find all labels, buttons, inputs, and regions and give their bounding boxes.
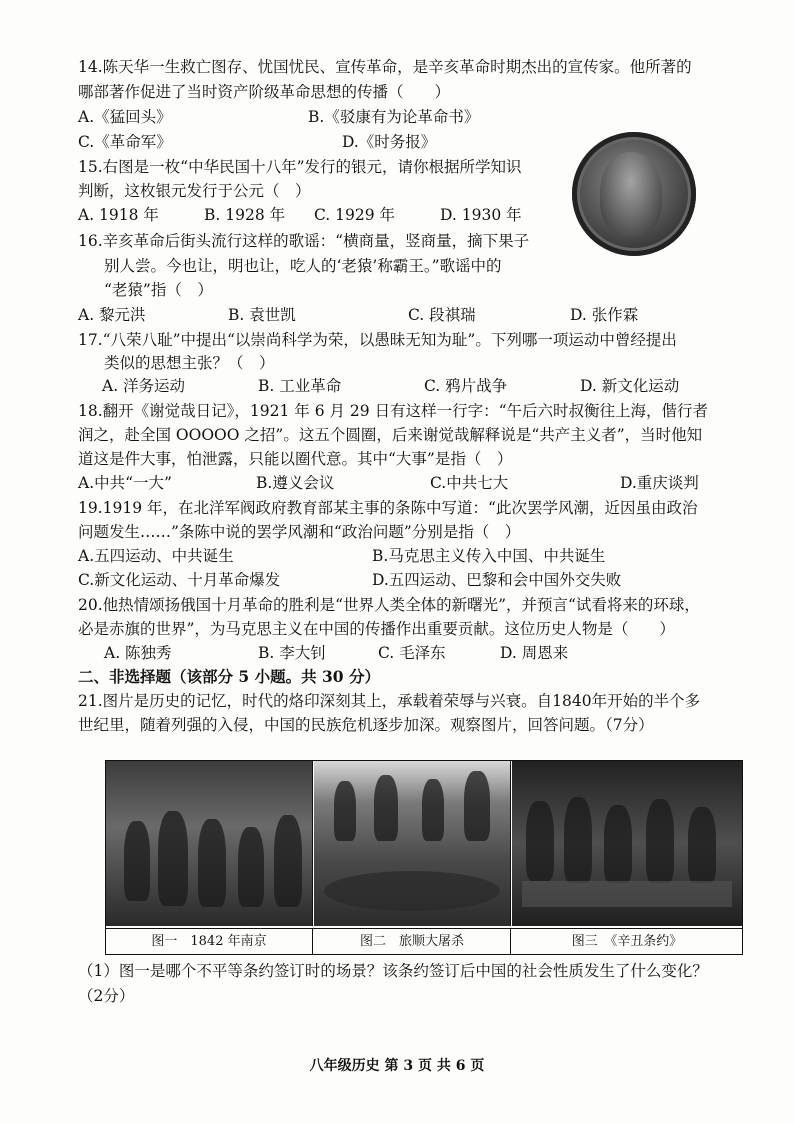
q20-option-d: D. 周恩来 bbox=[500, 644, 569, 662]
caption-figure-3: 图三 《辛丑条约》 bbox=[571, 934, 683, 949]
photo-nanjing-1842 bbox=[106, 761, 313, 926]
q21-sub1-line2: （2分） bbox=[78, 987, 135, 1005]
q17-stem-line2: 类似的思想主张？（ ） bbox=[104, 354, 275, 372]
q14-option-a: A.《猛回头》 bbox=[78, 108, 172, 126]
q14-option-b: B.《驳康有为论革命书》 bbox=[308, 108, 480, 126]
q14-option-c: C.《革命军》 bbox=[78, 133, 172, 151]
q20-option-c: C. 毛泽东 bbox=[378, 644, 446, 662]
q15-option-d: D. 1930 年 bbox=[440, 206, 522, 224]
caption-figure-2: 图二 旅顺大屠杀 bbox=[314, 929, 511, 955]
photo-lushun-massacre bbox=[314, 761, 511, 926]
q16-stem-line1: 16.辛亥革命后街头流行这样的歌谣：“横商量，竖商量，摘下果子 bbox=[78, 232, 530, 250]
q18-stem-line1: 18.翻开《谢觉哉日记》，1921 年 6 月 29 日有这样一行字：“午后六时叔衡往上海，偕行者 bbox=[78, 402, 708, 420]
q19-option-c: C.新文化运动、十月革命爆发 bbox=[78, 571, 281, 589]
q17-option-c: C. 鸦片战争 bbox=[424, 377, 508, 395]
q15-stem-line2: 判断，这枚银元发行于公元（ ） bbox=[78, 182, 311, 200]
figure-captions bbox=[106, 928, 742, 955]
q19-option-a: A.五四运动、中共诞生 bbox=[78, 547, 234, 565]
caption-figure-1: 图一 1842 年南京 bbox=[106, 929, 313, 955]
q19-option-d: D.五四运动、巴黎和会中国外交失败 bbox=[372, 571, 622, 589]
section-heading: 二、非选择题（该部分 5 小题。共 30 分） bbox=[78, 667, 380, 686]
q21-sub1-line1: （1）图一是哪个不平等条约签订时的场景？该条约签订后中国的社会性质发生了什么变化？ bbox=[78, 962, 708, 980]
q17-stem-line1: 17.“八荣八耻”中提出“以崇尚科学为荣，以愚昧无知为耻”。下列哪一项运动中曾经提出 bbox=[78, 331, 677, 349]
q19-stem-line2: 问题发生……”条陈中说的罢学风潮和“政治问题”分别是指（ ） bbox=[78, 523, 521, 541]
q17-option-d: D. 新文化运动 bbox=[580, 377, 680, 395]
q16-stem-line2: 别人尝。今也让，明也让，吃人的‘老猿’称霸王。”歌谣中的 bbox=[104, 257, 502, 275]
q17-option-a: A. 洋务运动 bbox=[102, 377, 186, 395]
figure-strip bbox=[105, 760, 743, 955]
q18-option-c: C.中共七大 bbox=[430, 474, 509, 492]
q20-option-a: A. 陈独秀 bbox=[104, 644, 172, 662]
q15-option-c: C. 1929 年 bbox=[314, 206, 396, 224]
q19-stem-line1: 19.1919 年，在北洋军阀政府教育部某主事的条陈中写道：“此次罢学风潮，近因虽由政治 bbox=[78, 499, 698, 517]
q19-option-b: B.马克思主义传入中国、中共诞生 bbox=[372, 547, 606, 565]
q15-option-b: B. 1928 年 bbox=[204, 206, 286, 224]
q16-option-c: C. 段祺瑞 bbox=[408, 306, 476, 324]
q18-option-a: A.中共“一大” bbox=[78, 474, 172, 492]
q20-stem-line1: 20.他热情颂扬俄国十月革命的胜利是“世界人类全体的新曙光”，并预言“试看将来的环球， bbox=[78, 596, 700, 614]
q16-option-b: B. 袁世凯 bbox=[228, 306, 296, 324]
q16-option-d: D. 张作霖 bbox=[570, 306, 639, 324]
q20-stem-line2: 必是赤旗的世界”，为马克思主义在中国的传播作出重要贡献。这位历史人物是（ ） bbox=[78, 620, 675, 638]
q15-stem-line1: 15.右图是一枚“中华民国十八年”发行的银元，请你根据所学知识 bbox=[78, 158, 522, 176]
q14-stem-line1: 14.陈天华一生救亡图存、忧国忧民、宣传革命，是辛亥革命时期杰出的宣传家。他所著的 bbox=[78, 58, 692, 76]
page-footer: 八年级历史 第 3 页 共 6 页 bbox=[309, 1058, 485, 1074]
q18-option-b: B.遵义会议 bbox=[256, 474, 335, 492]
q18-option-d: D.重庆谈判 bbox=[620, 474, 699, 492]
q16-stem-line3: “老猿”指（ ） bbox=[104, 281, 213, 299]
q16-option-a: A. 黎元洪 bbox=[78, 306, 146, 324]
q21-stem-line2: 世纪里，随着列强的入侵，中国的民族危机逐步加深。观察图片，回答问题。（7分） bbox=[78, 716, 654, 734]
q14-stem-line2: 哪部著作促进了当时资产阶级革命思想的传播（ ） bbox=[78, 83, 451, 101]
q14-option-d: D.《时务报》 bbox=[342, 133, 437, 151]
q15-option-a: A. 1918 年 bbox=[78, 206, 159, 224]
silver-coin-image bbox=[572, 132, 696, 256]
photo-xinchou-treaty bbox=[512, 761, 742, 926]
q20-option-b: B. 李大钊 bbox=[258, 644, 326, 662]
q18-stem-line3: 道这是件大事，怕泄露，只能以圈代意。其中“大事”是指（ ） bbox=[78, 450, 513, 468]
q18-stem-line2: 润之，赴全国 OOOOO 之招”。这五个圆圈，后来谢觉哉解释说是“共产主义者”，当时他知 bbox=[78, 426, 703, 444]
q17-option-b: B. 工业革命 bbox=[258, 377, 342, 395]
q21-stem-line1: 21.图片是历史的记忆，时代的烙印深刻其上，承载着荣辱与兴衰。自1840年开始的半个多 bbox=[78, 692, 701, 710]
